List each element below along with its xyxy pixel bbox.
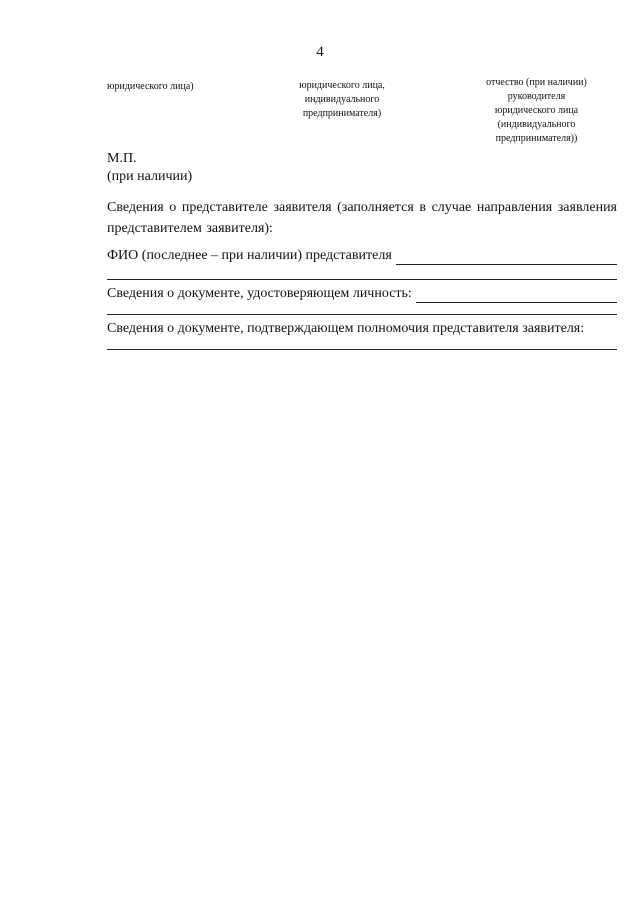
representative-name-field	[107, 247, 617, 265]
representative-intro: Сведения о представителе заявителя (заполняется в случае направления заявления представителем заявителя):	[107, 200, 617, 236]
caption-line: отчество (при наличии)	[486, 77, 587, 88]
caption-legal-entity	[107, 80, 257, 94]
authority-document-field	[107, 320, 617, 338]
stamp-placeholder	[107, 150, 192, 186]
caption-line: юридического лица,	[299, 80, 385, 91]
representative-name-blank[interactable]	[396, 250, 617, 265]
caption-full-name	[474, 76, 599, 146]
blank-line[interactable]	[107, 314, 617, 315]
stamp-label: М.П.	[107, 151, 137, 166]
blank-line[interactable]	[107, 279, 617, 280]
caption-line: (индивидуального	[497, 119, 576, 130]
page-number: 4	[316, 44, 324, 60]
caption-line: индивидуального	[304, 94, 380, 105]
authority-document-label: Сведения о документе, подтверждающем полномочия представителя заявителя:	[107, 321, 585, 336]
caption-signature	[282, 79, 402, 121]
blank-line[interactable]	[107, 349, 617, 350]
identity-document-blank[interactable]	[416, 288, 617, 303]
identity-document-label: Сведения о документе, удостоверяющем личность:	[107, 286, 412, 301]
caption-line: юридического лица)	[107, 81, 194, 92]
identity-document-field	[107, 285, 617, 303]
caption-line: юридического лица	[494, 105, 579, 116]
caption-line: руководителя	[507, 91, 566, 102]
stamp-note: (при наличии)	[107, 169, 193, 184]
representative-name-label: ФИО (последнее – при наличии) представителя	[107, 248, 392, 263]
caption-line: предпринимателя)	[302, 108, 382, 119]
caption-line: предпринимателя))	[495, 133, 578, 144]
